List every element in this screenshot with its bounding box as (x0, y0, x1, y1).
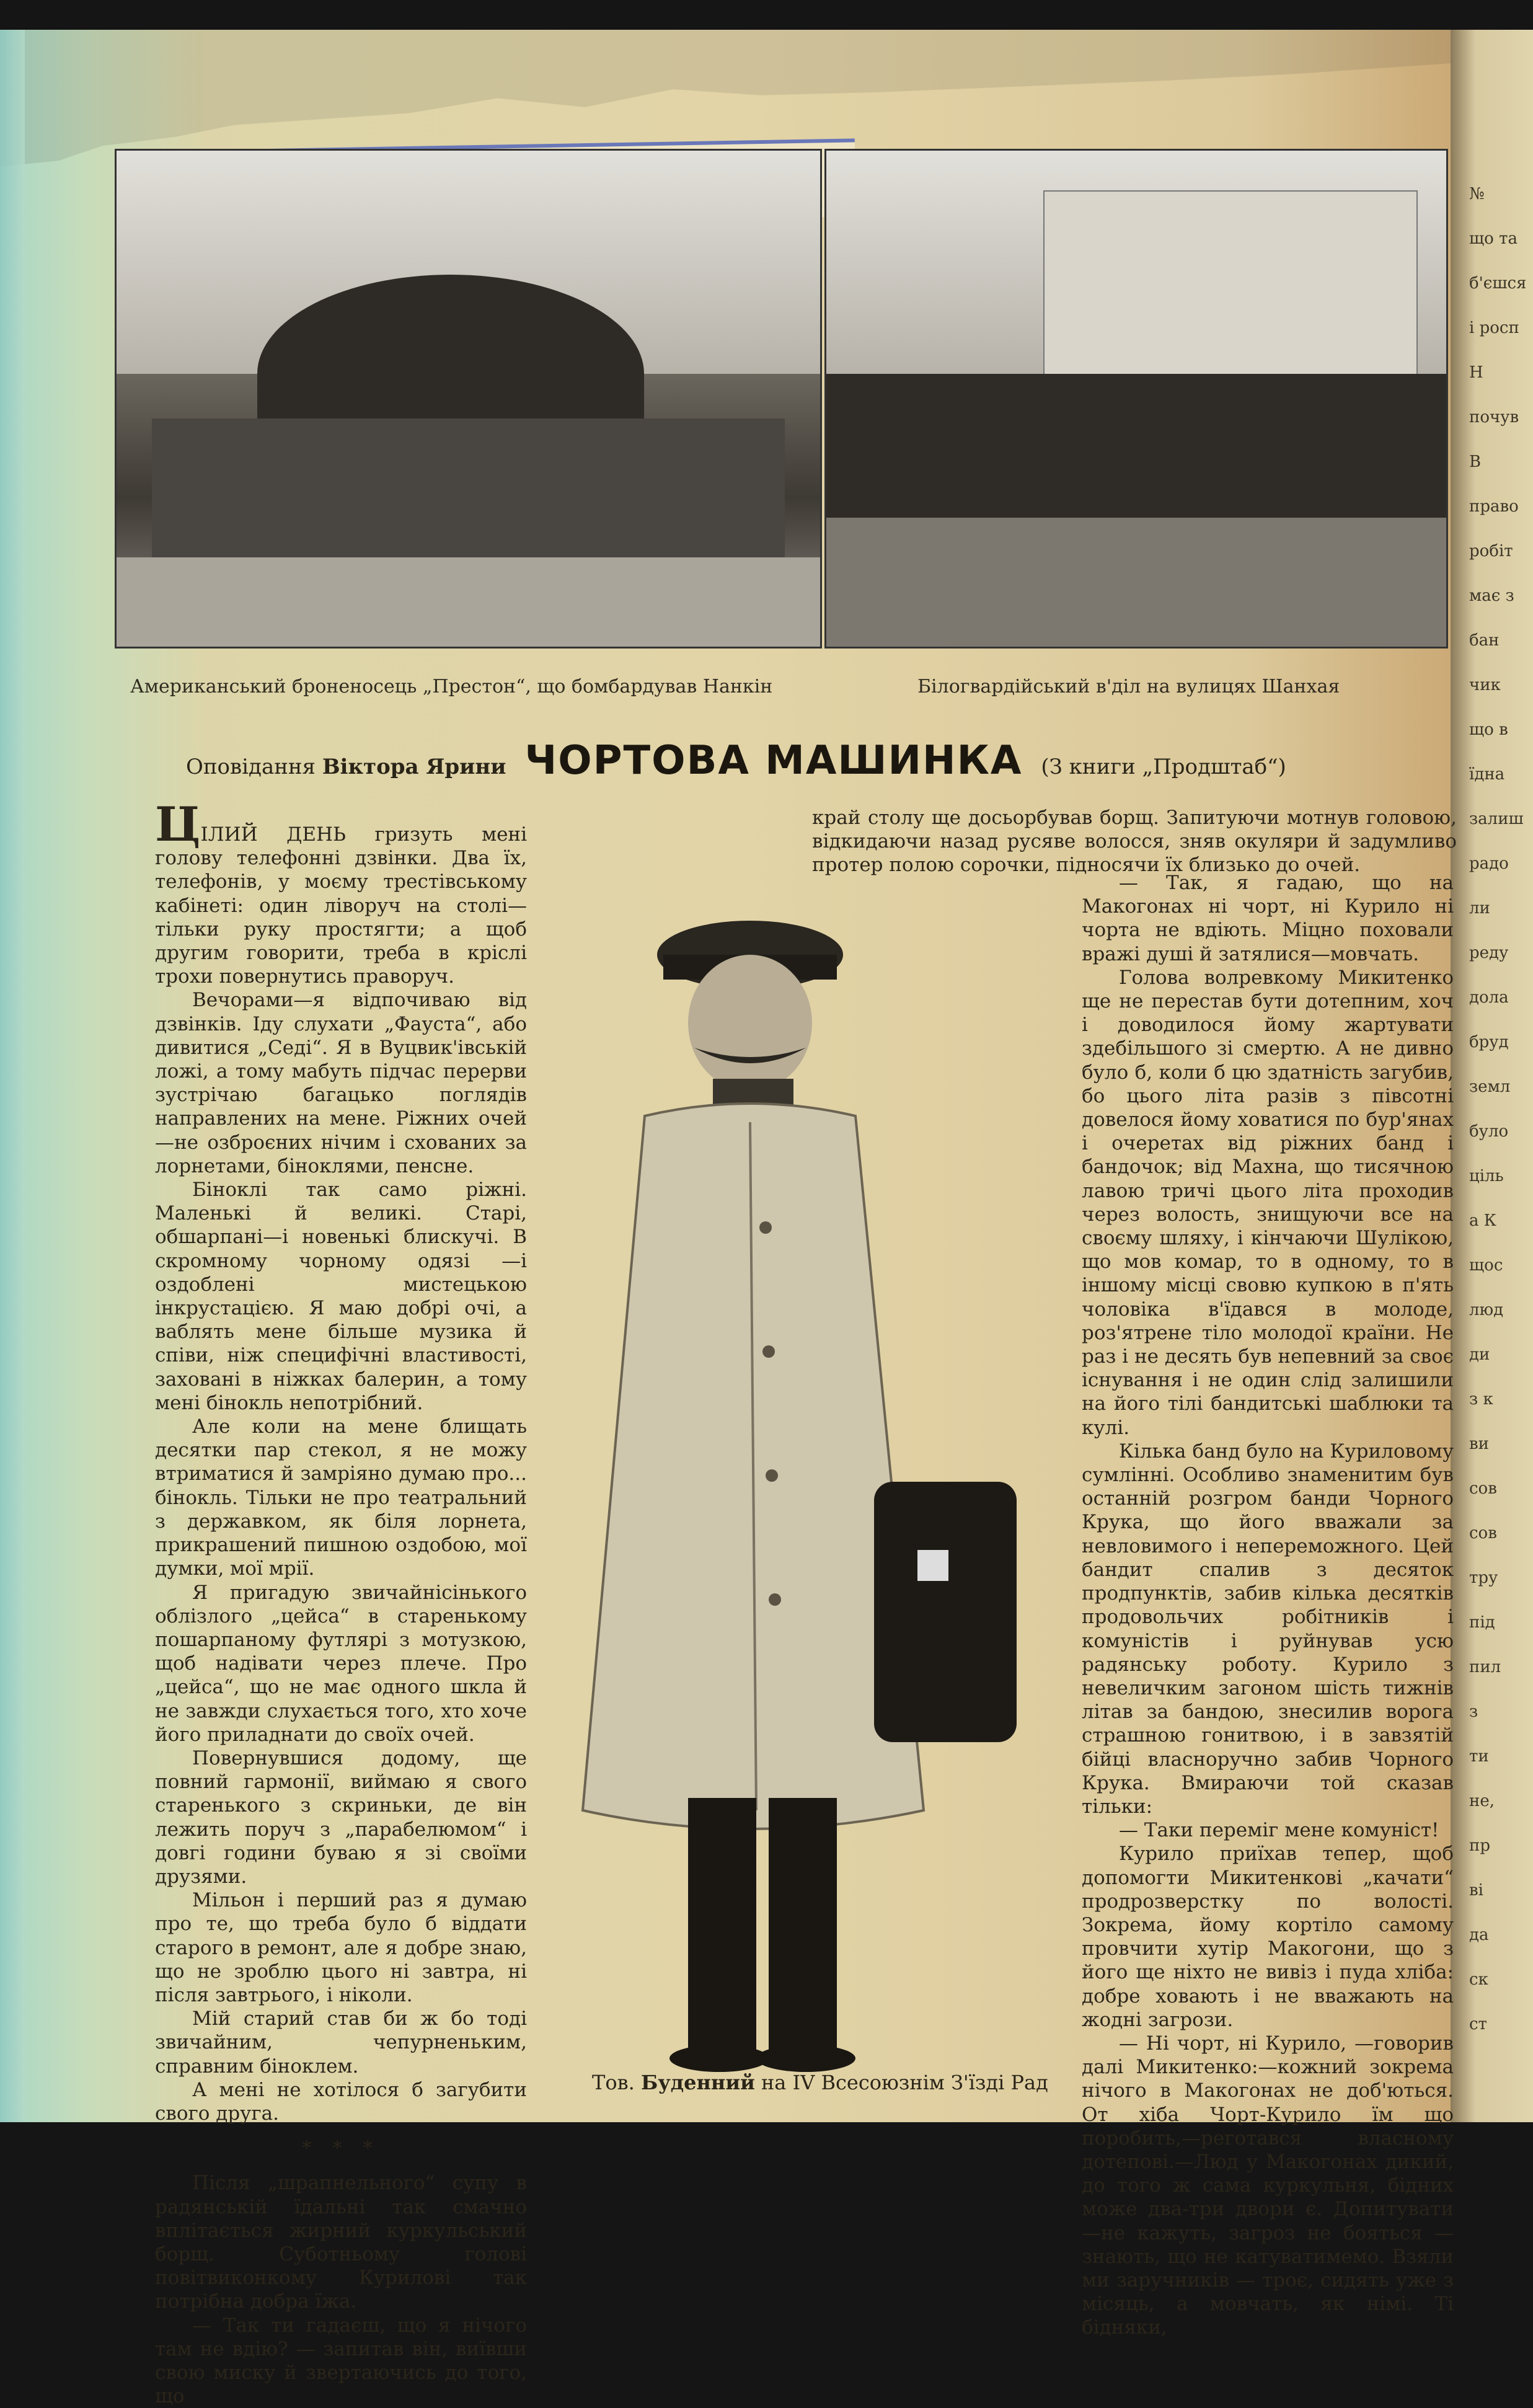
adjacent-page-word: дола (1469, 988, 1509, 1007)
adjacent-page-word: ти (1469, 1747, 1489, 1766)
adjacent-page-word: залиш (1469, 810, 1524, 828)
paragraph: — Так ти гадаєш, що я нічого там не вдію? — запитав він, виївши свою миску й звертаючись до того, що (155, 2314, 527, 2408)
adjacent-page-word: що в (1469, 720, 1508, 739)
byline (186, 755, 506, 779)
paragraph: Мільон і перший раз я думаю про те, що треба було б віддати старого в ремонт, але я добре знаю, що не зроблю цього ні завтра, ні після завтрього, і ніколи. (155, 1889, 527, 2006)
adjacent-page-word: робіт (1469, 542, 1513, 560)
portrait-caption (592, 2071, 1048, 2094)
adjacent-page-word: да (1469, 1926, 1489, 1944)
adjacent-page-word: чик (1469, 676, 1501, 694)
adjacent-page-word: люд (1469, 1301, 1504, 1319)
paragraph: Кілька банд було на Куриловому сумлінні. Особливо знаменитим був останній розгром банди Чорного Крука, що його вважали за невловимого і непереможного. Цей бандит спалив з десяток продпунктів, забив кілька десятків продовольчих робітників і комуністів і руйнував усю радянську роботу. Курило з невеличким загоном шість тижнів літав за бандою, знесилив ворога страшною гонитвою, і в завзятій бійці власноручно забив Чорного Крука. Вмираючи той сказав тільки: (1082, 1440, 1454, 1818)
left-edge-stain (0, 30, 25, 2122)
photo-caption-left: Американський броненосець „Престон“, що бомбардував Нанкін (130, 676, 773, 697)
paragraph: Мій старий став би ж бо тоді звичайним, чепурненьким, справним біноклем. (155, 2007, 527, 2078)
text-column-right (1082, 871, 1454, 2340)
paragraph: Курило приїхав тепер, щоб допомогти Микитенкові „качати“ продрозверстку по волості. Зокрема, йому кортіло самому провчити хутір Макогони, що з його ще ніхто не вивіз і пуда хліба: добре ховають і не вважають на жодні загрози. (1082, 1843, 1454, 2031)
adjacent-page-word: ли (1469, 899, 1490, 918)
adjacent-page-word: бан (1469, 631, 1500, 650)
caption-name: Буденний (640, 2071, 755, 2094)
adjacent-page-word: В (1469, 453, 1482, 471)
adjacent-page-word: ціль (1469, 1167, 1504, 1185)
adjacent-page-word: бруд (1469, 1033, 1509, 1051)
adjacent-page-word: щос (1469, 1256, 1503, 1275)
adjacent-page-word: було (1469, 1122, 1509, 1141)
adjacent-page-word: почув (1469, 408, 1519, 427)
paragraph: Після „шрапнельного“ супу в радянській їдальні так смачно вплітається жирний куркульський борщ. Суботньому голові повітвиконкому Курилові так потрібна добра їжа. (155, 2172, 527, 2313)
photo-caption-right: Білогвардійський в'діл на вулицях Шанхая (917, 676, 1340, 697)
paragraph: Вечорами—я відпочиваю від дзвінків. Іду слухати „Фауста“, або дивитися „Седі“. Я в Вуцвик'івській ложі, а тому мабуть підчас перерви зустрічаю багацько поглядів направлених на мене. Ріжних очей—не озброєних нічим і схованих за лорнетами, біноклями, пенсне. (155, 989, 527, 1177)
story-title: ЧОРТОВА МАШИНКА (524, 738, 1023, 784)
adjacent-page-word: що та (1469, 229, 1518, 248)
adjacent-page-word: має з (1469, 587, 1514, 605)
adjacent-page-strip (1451, 30, 1533, 2122)
adjacent-page-word: з к (1469, 1390, 1493, 1409)
adjacent-page-word: № (1469, 185, 1485, 203)
paragraph: А мені не хотілося б загубити свого друга. (155, 2078, 527, 2125)
paragraph: — Ні чорт, ні Курило, —говорив далі Микитенко:—кожний зокрема нічого в Макогонах не доб'ються. От хіба Чорт-Курило їм що поробить,—реготався власному дотепові.—Люд у Макогонах дикий, до того ж сама куркульня, бідних може два-три двори є. Допитувати—не кажуть, загроз не бояться —знають, що не катуватимемо. Взяли ми заручників — троє, сидять уже з місяць, а мовчать, як німі. Ті бідняки, (1082, 2032, 1454, 2339)
adjacent-page-word: а К (1469, 1211, 1496, 1230)
adjacent-page-word: земл (1469, 1078, 1511, 1096)
text-column-left (155, 797, 527, 2408)
paragraph: Я пригадую звичайнісінького облізлого „цейса“ в старенькому пошарпаному футлярі з мотузкою, щоб надівати через плече. Про „цейса“, що не має одного шкла й не завжди слухається того, хто хоче його приладнати до своїх очей. (155, 1581, 527, 1746)
paragraph: — Так, я гадаю, що на Макогонах ні чорт, ні Курило ні чорта не вдіють. Міцно поховали вражі душі й затялися—мовчать. (1082, 872, 1454, 965)
paragraph: — Таки переміг мене комуніст! (1119, 1819, 1439, 1842)
paragraph: Але коли на мене блищать десятки пар стекол, я не можу втриматися й замріяно думаю про... бінокль. Тільки не про театральний з державком, як біля лорнета, прикрашений пишною оздобою, мої думки, мої мрії. (155, 1415, 527, 1580)
adjacent-page-word: б'єшся (1469, 274, 1527, 293)
adjacent-page-word: Н (1469, 363, 1483, 382)
section-break: * * * (301, 2137, 381, 2160)
paragraph: Повернувшися додому, ще повний гармонії, виймаю я свого старенького з скриньки, де він лежить поруч з „парабелюмом“ і довгі години буваю я зі своїми друзями. (155, 1746, 527, 1888)
adjacent-page-word: радо (1469, 854, 1509, 873)
paragraph: Біноклі так само ріжні. Маленькі й великі. Старі, обшарпані—і новенькі блискучі. В скромному чорному одязі —і оздоблені мистецькою інкрустацією. Я маю добрі очі, а ваблять мене більше музика й співи, ніж специфічні властивості, заховані в ніжках балерин, а тому мені бінокль непотрібний. (155, 1179, 527, 1414)
caption-rest: на IV Всесоюзнім З'їзді Рад (761, 2071, 1048, 2094)
adjacent-page-word: під (1469, 1613, 1495, 1632)
adjacent-page-word: право (1469, 497, 1519, 516)
text-column-middle (812, 806, 1457, 877)
story-source: (З книги „Продштаб“) (1041, 755, 1286, 779)
paragraph-text: ІЛИЙ ДЕНЬ гризуть мені голову телефонні дзвінки. Два їх, телефонів, у моєму трестівському кабінеті: один ліворуч на столі—тільки руку простягти; а щоб другим говорити, треба в кріслі трохи повернутись праворуч. (155, 823, 527, 988)
portrait-illustration (564, 880, 1048, 2077)
adjacent-page-word: ди (1469, 1345, 1490, 1364)
story-headline (186, 738, 1364, 787)
paragraph: край столу ще досьорбував борщ. Запитуючи мотнув головою, відкидаючи назад русяве волосся, зняв окуляри й задумливо протер полою сорочки, підносячи їх близько до очей. (812, 807, 1457, 877)
adjacent-page-word: ві (1469, 1881, 1483, 1900)
adjacent-page-word: сов (1469, 1524, 1497, 1543)
photo-battleship (115, 149, 822, 648)
adjacent-page-word: не, (1469, 1792, 1495, 1810)
byline-author: Віктора Ярини (322, 755, 506, 779)
adjacent-page-word: ви (1469, 1435, 1489, 1453)
photo-white-guard (824, 149, 1448, 648)
adjacent-page-word: пил (1469, 1658, 1501, 1676)
drop-cap: Ц (155, 797, 201, 852)
adjacent-page-word: і росп (1469, 319, 1519, 337)
byline-prefix: Оповідання (186, 755, 316, 779)
adjacent-page-word: ск (1469, 1970, 1488, 1989)
caption-prefix: Тов. (592, 2071, 635, 2094)
adjacent-page-word: з (1469, 1702, 1478, 1721)
paragraph (155, 797, 527, 988)
adjacent-page-word: сов (1469, 1479, 1497, 1498)
adjacent-page-word: ст (1469, 2015, 1487, 2034)
adjacent-page-word: тру (1469, 1569, 1498, 1587)
adjacent-page-word: пр (1469, 1836, 1490, 1855)
portrait-photo (564, 880, 1048, 2077)
paragraph: Голова волревкому Микитенко ще не перестав бути дотепним, хоч і доводилося йому жартувати здебільшого зі смертю. А не дивно було б, коли б цю здатність загубив, бо цього літа разів з півсотні довелося йому ховатися по бур'янах і очеретах від ріжних банд і бандочок; від Махна, що тисячною лавою тричі цього літа проходив через волость, знищуючи все на своєму шляху, і кінчаючи Шулікою, що мов комар, то в одному, то в іншому місці свовю купкою в п'ять чоловіка в'їдався в молоде, роз'ятрене тіло молодої країни. Не раз і не десять був непевний за своє існування і не один слід залишили на його тілі бандитські шаблюки та кулі. (1082, 966, 1454, 1439)
adjacent-page-word: їдна (1469, 765, 1505, 784)
adjacent-page-word: реду (1469, 944, 1509, 962)
